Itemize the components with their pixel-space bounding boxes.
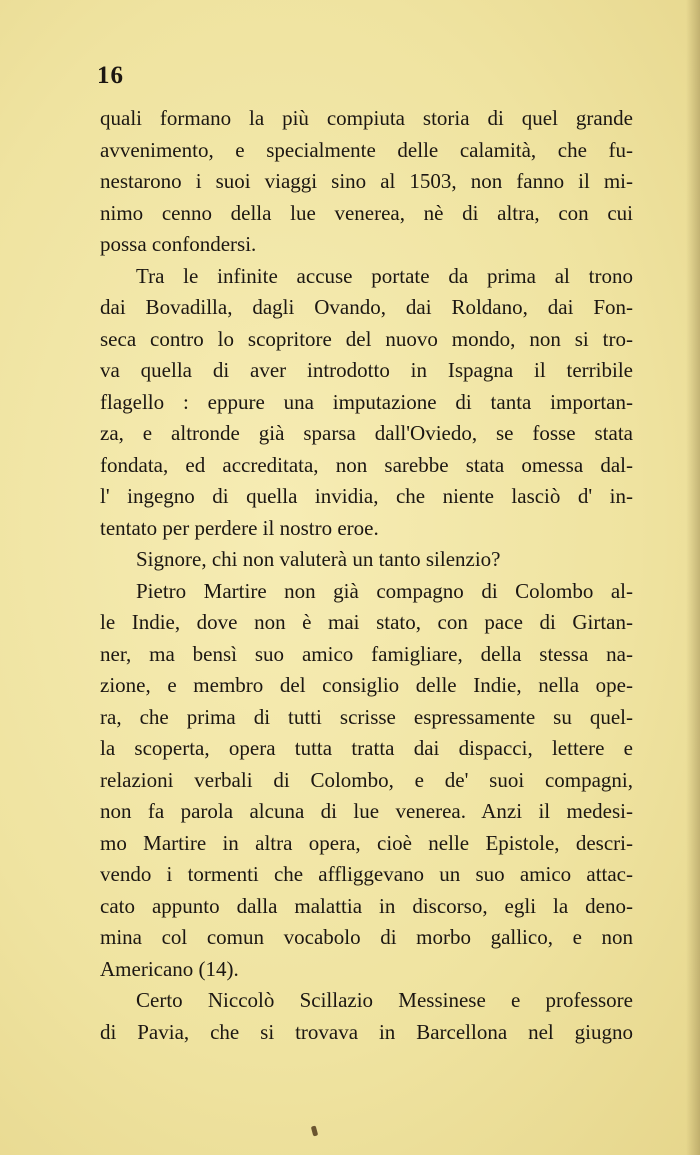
text-line: Americano (14). — [100, 956, 239, 981]
text-line: Signore, chi non valuterà un tanto silenzio? — [136, 547, 501, 571]
text-line: mo Martire in altra opera, cioè nelle Epistole, descri- — [100, 830, 633, 855]
body-text — [100, 103, 633, 1048]
page-edge-shadow — [686, 0, 700, 1155]
text-line: Tra le infinite accuse portate da prima al trono — [136, 263, 633, 288]
text-line: mina col comun vocabolo di morbo gallico, e non — [100, 925, 633, 949]
text-line: nestarono i suoi viaggi sino al 1503, non fanno il mi- — [100, 169, 633, 193]
text-line: za, e altronde già sparsa dall'Oviedo, se fosse stata — [100, 421, 633, 445]
text-line: possa confondersi. — [100, 232, 257, 256]
text-line: nimo cenno della lue venerea, nè di altra, con cui — [100, 200, 633, 225]
text-line: le Indie, dove non è mai stato, con pace di Girtan- — [100, 610, 633, 634]
text-line: flagello : eppure una imputazione di tanta importan- — [100, 389, 633, 414]
text-line: dai Bovadilla, dagli Ovando, dai Roldano, dai Fon- — [100, 295, 633, 319]
text-line: non fa parola alcuna di lue venerea. Anzi il medesi- — [100, 799, 633, 823]
text-line: la scoperta, opera tutta tratta dai dispacci, lettere e — [100, 736, 633, 760]
page-number: 16 — [97, 62, 124, 89]
text-line: di Pavia, che si trovava in Barcellona nel giugno — [100, 1019, 633, 1044]
text-line: seca contro lo scopritore del nuovo mondo, non si tro- — [100, 326, 633, 351]
text-line: ra, che prima di tutti scrisse espressamente su quel- — [100, 704, 633, 729]
text-line: cato appunto dalla malattia in discorso, egli la deno- — [100, 893, 633, 918]
page-mark — [311, 1126, 318, 1137]
text-line: va quella di aver introdotto in Ispagna il terribile — [100, 358, 633, 382]
text-line: l' ingegno di quella invidia, che niente lasciò d' in- — [100, 484, 633, 508]
text-line: tentato per perdere il nostro eroe. — [100, 515, 379, 540]
text-line: fondata, ed accreditata, non sarebbe stata omessa dal- — [100, 452, 633, 477]
text-line: Pietro Martire non già compagno di Colombo al- — [136, 578, 633, 603]
text-line: quali formano la più compiuta storia di quel grande — [100, 106, 633, 130]
text-line: Certo Niccolò Scillazio Messinese e professore — [136, 988, 633, 1012]
text-line: vendo i tormenti che affliggevano un suo amico attac- — [100, 862, 633, 886]
text-line: ner, ma bensì suo amico famigliare, della stessa na- — [100, 641, 633, 666]
text-line: zione, e membro del consiglio delle Indie, nella ope- — [100, 673, 633, 697]
text-line: avvenimento, e specialmente delle calamità, che fu- — [100, 137, 633, 162]
text-line: relazioni verbali di Colombo, e de' suoi compagni, — [100, 767, 633, 792]
